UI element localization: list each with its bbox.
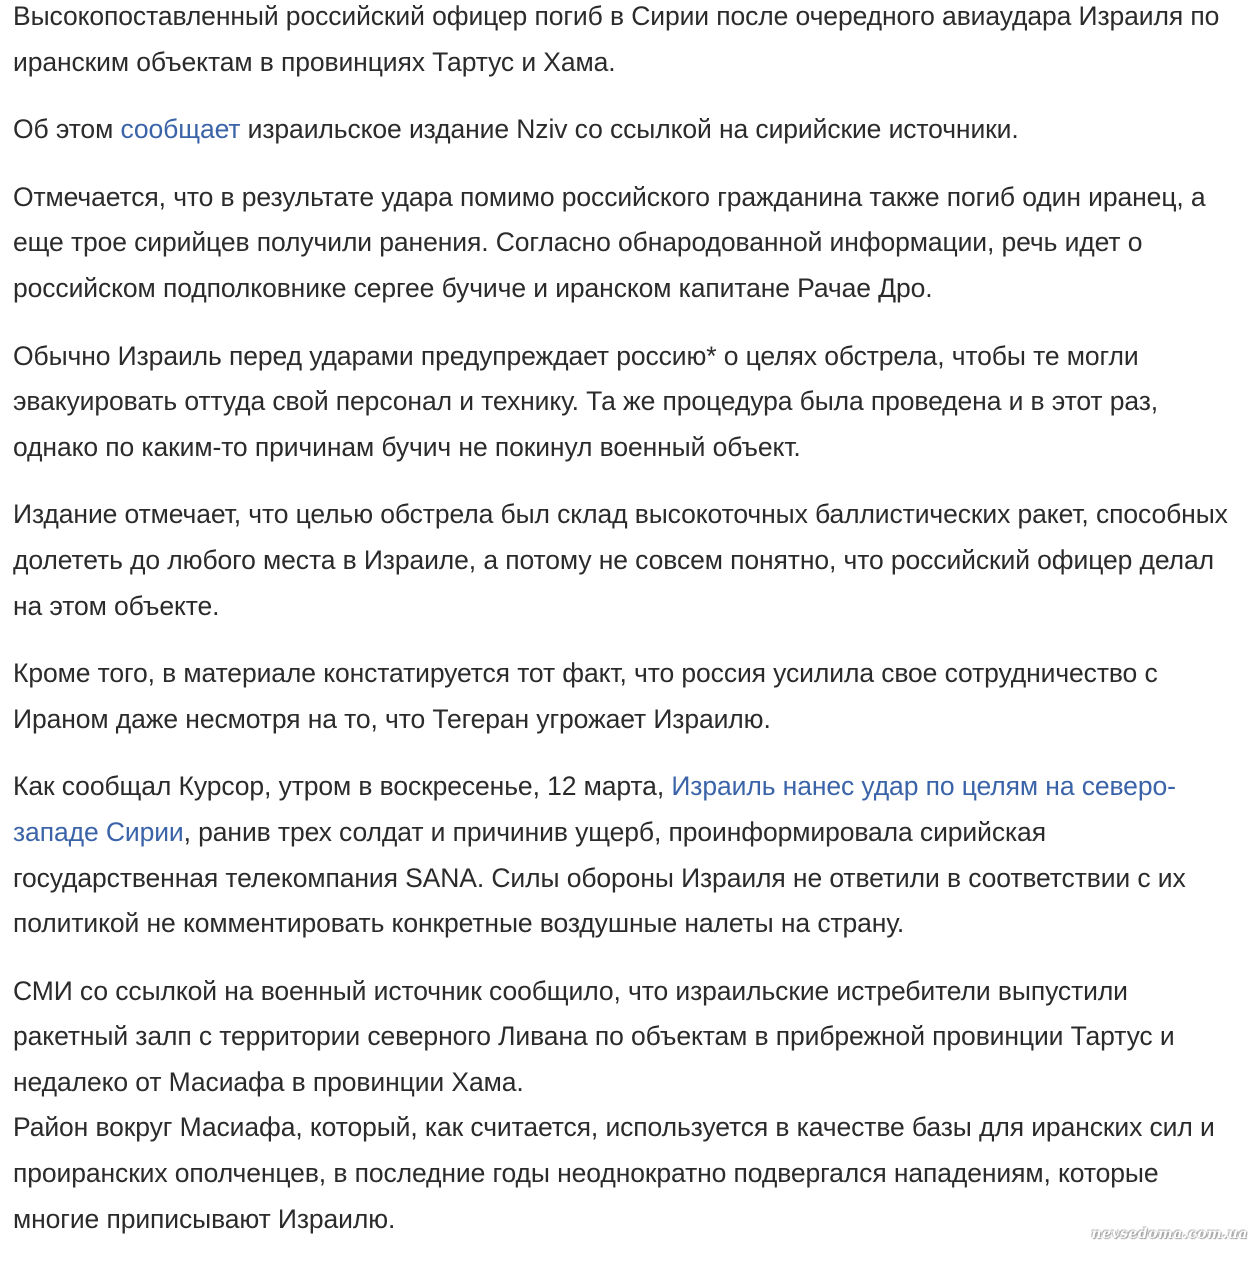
paragraph-6: Кроме того, в материале констатируется тот факт, что россия усилила свое сотрудничество с Ираном даже несмотря на то, что Тегеран угрожает Израилю. xyxy=(13,658,1158,734)
paragraph-4: Обычно Израиль перед ударами предупреждает россию* о целях обстрела, чтобы те могли эвакуировать оттуда свой персонал и технику. Та же процедура была проведена и в этот раз, однако по каким-то причинам бучич не покинул военный объект. xyxy=(13,340,1159,462)
article-body xyxy=(13,0,1249,1264)
paragraph-7 xyxy=(13,764,1249,946)
paragraph-7-text-start: Как сообщал Курсор, утром в воскресенье, 12 марта, xyxy=(13,771,672,802)
related-article-link[interactable]: Израиль нанес удар по целям на северо-западе Сирии xyxy=(13,771,1176,847)
paragraph-2-text-start: Об этом xyxy=(13,114,121,145)
paragraph-8: СМИ со ссылкой на военный источник сообщило, что израильские истребители выпустили ракетный залп с территории северного Ливана по объектам в прибрежной провинции Тартус и недалеко от Масиафа в провинции Хама. xyxy=(13,975,1175,1097)
paragraph-2-text-end: израильское издание Nziv со ссылкой на сирийские источники. xyxy=(240,114,1019,145)
source-link[interactable]: сообщает xyxy=(120,114,241,145)
paragraph-5: Издание отмечает, что целью обстрела был склад высокоточных баллистических ракет, способных долететь до любого места в Израиле, а потому не совсем понятно, что российский офицер делал на этом объекте. xyxy=(13,499,1228,621)
paragraph-3: Отмечается, что в результате удара помимо российского гражданина также погиб один иранец, а еще трое сирийцев получили ранения. Согласно обнародованной информации, речь идет о российском подполковнике сергее бучиче и иранском капитане Рачае Дро. xyxy=(13,181,1206,303)
paragraph-7-text-end: , ранив трех солдат и причинив ущерб, проинформировала сирийская государственная телекомпания SANA. Силы обороны Израиля не ответили в соответствии с их политикой не комментировать конкретные воздушные налеты на страну. xyxy=(13,816,1186,939)
paragraph-2 xyxy=(13,107,1249,153)
paragraph-9: Район вокруг Масиафа, который, как считается, используется в качестве базы для иранских сил и проиранских ополченцев, в последние годы неоднократно подвергался нападениям, которые многие приписывают Израилю. xyxy=(13,1112,1215,1234)
paragraph-1: Высокопоставленный российский офицер погиб в Сирии после очередного авиаудара Израиля по иранским объектам в провинциях Тартус и Хама. xyxy=(13,1,1220,77)
site-watermark: nevsedoma.com.ua xyxy=(1091,1226,1248,1242)
